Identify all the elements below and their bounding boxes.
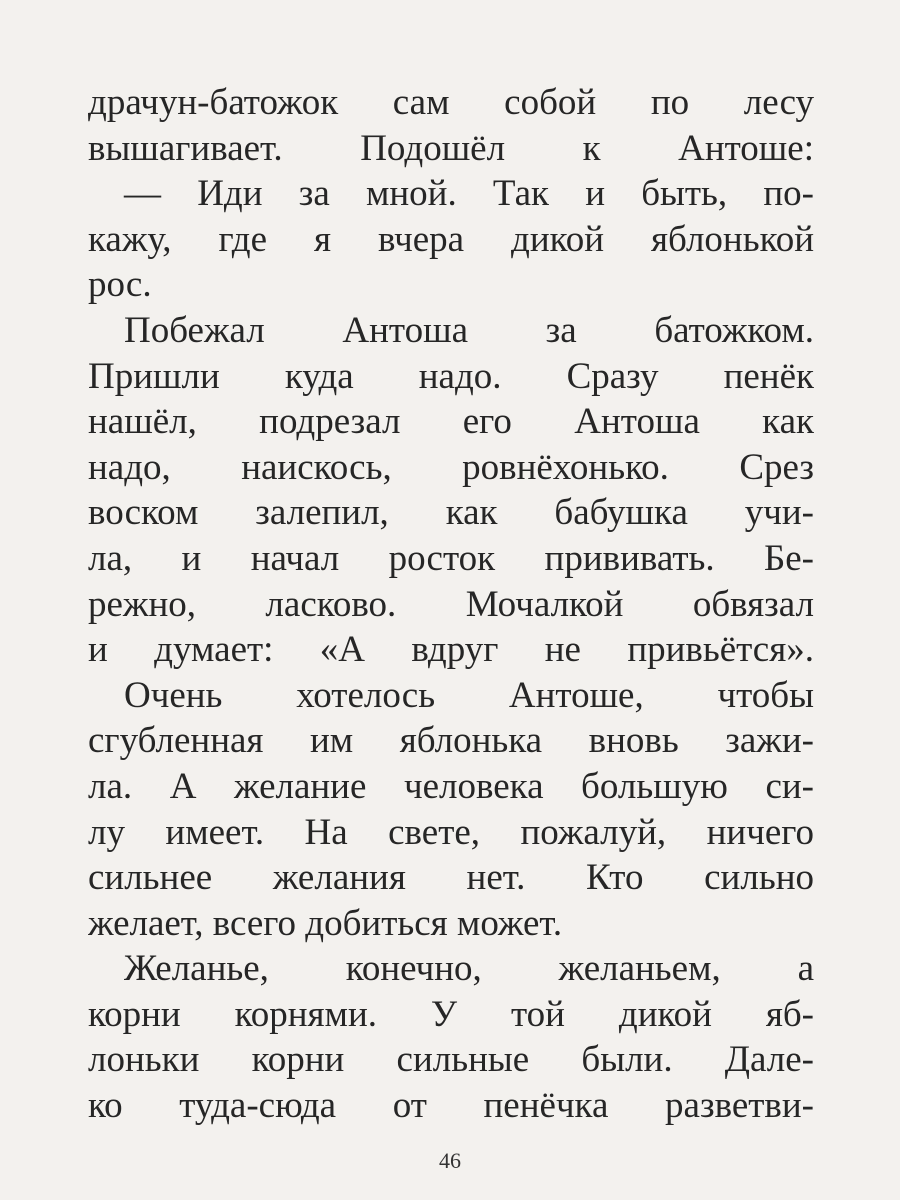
text-line: Очень хотелось Антоше, чтобы	[124, 674, 814, 716]
page-body-text	[88, 80, 814, 1129]
text-line: режно, ласково. Мочалкой обвязал	[88, 583, 814, 625]
text-line: кажу, где я вчера дикой яблонькой	[88, 218, 814, 260]
text-line: — Иди за мной. Так и быть, по-	[124, 173, 814, 215]
text-line: воском залепил, как бабушка учи-	[88, 492, 814, 534]
text-line: ла, и начал росток прививать. Бе-	[88, 537, 814, 579]
page-number: 46	[439, 1148, 461, 1173]
text-line: лоньки корни сильные были. Дале-	[88, 1039, 814, 1081]
text-line: корни корнями. У той дикой яб-	[88, 993, 814, 1035]
text-line: ко туда-сюда от пенёчка разветви-	[88, 1085, 814, 1127]
text-line: вышагивает. Подошёл к Антоше:	[88, 127, 814, 169]
text-line: ла. А желание человека большую си-	[88, 765, 814, 807]
text-line: сгубленная им яблонька вновь зажи-	[88, 720, 814, 762]
text-line: лу имеет. На свете, пожалуй, ничего	[88, 811, 814, 853]
text-line: и думает: «А вдруг не привьётся».	[88, 629, 814, 671]
text-line: Пришли куда надо. Сразу пенёк	[88, 355, 814, 397]
text-line: драчун-батожок сам собой по лесу	[88, 82, 814, 123]
text-line: Желанье, конечно, желаньем, а	[124, 948, 814, 990]
text-line: нашёл, подрезал его Антоша как	[88, 401, 814, 443]
text-line: Побежал Антоша за батожком.	[124, 309, 814, 351]
text-line: сильнее желания нет. Кто сильно	[88, 857, 814, 899]
text-line: надо, наискось, ровнёхонько. Срез	[88, 446, 814, 488]
text-line: рос.	[88, 264, 152, 306]
text-line: желает, всего добиться может.	[88, 902, 563, 944]
